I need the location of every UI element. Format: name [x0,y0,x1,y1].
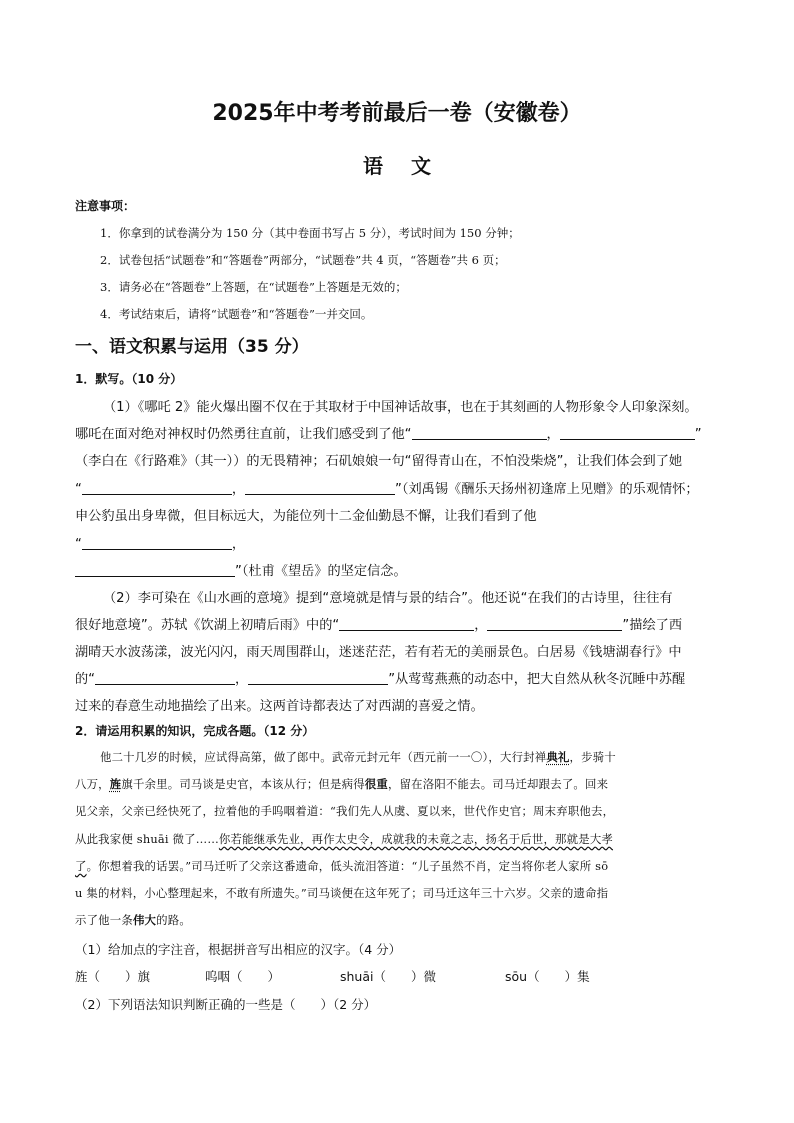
section-heading: 一、语文积累与运用（35 分） [75,337,309,357]
subject-title: 语文 [363,154,459,178]
notice-item: 4．考试结束后，请将“试题卷”和“答题卷”一并交回。 [100,307,373,321]
answer-blank[interactable] [339,616,474,631]
text-line: 的“ ， ”从莺莺燕燕的动态中，把大自然从秋冬沉睡中苏醒 [75,672,686,687]
text-line: “ ， [75,537,246,552]
passage-line: 了。你想着我的话罢。”司马迁听了父亲这番遗命，低头流泪答道：“儿子虽然不肖，定当将你老人家所 sō [75,859,609,873]
text-line: （李白在《行路难》（其一））的无畏精神；石矶娘娘一句“留得青山在，不怕没柴烧”，让我们体会到了她 [75,454,683,469]
text-line: 过来的春意生动地描绘了出来。这两首诗都表达了对西湖的喜爱之情。 [75,699,484,714]
wavy-underlined-text: 你若能继承先业，再作太史令，成就我的未竟之志，扬名于后世，那就是大孝 [218,832,614,846]
page-title: 2025年中考考前最后一卷（安徽卷） [212,101,582,126]
answer-blank[interactable] [95,670,235,685]
passage-line: 他二十几岁的时候，应试得高第，做了郎中。武帝元封元年（西元前一一〇），大行封禅典礼，步骑十 [100,750,616,764]
notice-item: 3．请务必在“答题卷”上答题，在“试题卷”上答题是无效的； [100,280,407,294]
answer-blank[interactable] [82,480,232,495]
dotted-char: 典礼 [546,750,570,764]
notice-item: 2．试卷包括“试题卷”和“答题卷”两部分，“试题卷”共 4 页，“答题卷”共 6 页； [100,253,506,267]
sub-question-2: （2）下列语法知识判断正确的一些是（ ）（2 分） [75,997,377,1012]
text-line: 申公豹虽出身卑微，但目标远大，为能位列十二金仙勤恳不懈，让我们看到了他 [75,509,537,524]
pinyin-item: shuāi（ ）微 [340,969,436,984]
pinyin-item: 呜咽（ ） [205,969,281,984]
passage-line: 示了他一条伟大的路。 [75,913,191,927]
answer-blank[interactable] [560,425,695,440]
notice-item: 1．你拿到的试卷满分为 150 分（其中卷面书写占 5 分），考试时间为 150 分钟； [100,226,520,240]
text-line: 哪吒在面对绝对神权时仍然勇往直前，让我们感受到了他“ ， ” [75,427,702,442]
text-line: “ ， ”（刘禹锡《酬乐天扬州初逢席上见赠》的乐观情怀； [75,482,699,497]
notice-heading: 注意事项： [75,199,136,213]
answer-blank[interactable] [412,425,547,440]
text-line: （1）《哪吒 2》能火爆出圈不仅在于其取材于中国神话故事，也在于其刻画的人物形象令人印象深刻。 [103,400,698,415]
answer-blank[interactable] [245,480,395,495]
passage-line: 八万，旌旗千余里。司马谈是史官，本该从行；但是病得很重，留在洛阳不能去。司马迁却跟去了。回来 [75,777,609,791]
text-line: 很好地意境”。苏轼《饮湖上初晴后雨》中的“ ， ”描绘了西 [75,618,683,633]
passage-line: 从此我家便 shuāi 微了……你若能继承先业，再作太史令，成就我的未竟之志，扬名于后世，那就是大孝 [75,832,614,846]
pinyin-item: sōu（ ）集 [505,969,590,984]
answer-blank[interactable] [487,616,622,631]
answer-blank[interactable] [75,562,235,577]
answer-blank[interactable] [82,535,232,550]
answer-blank[interactable] [248,670,388,685]
sub-question-1: （1）给加点的字注音，根据拼音写出相应的汉字。（4 分） [75,942,402,957]
pinyin-item: 旌（ ）旗 [75,969,151,984]
dotted-char: 旌 [109,777,122,791]
text-line: 湖晴天水波荡漾，波光闪闪，雨天周围群山，迷迷茫茫，若有若无的美丽景色。白居易《钱塘湖春行》中 [75,645,682,660]
passage-line: u 集的材料，小心整理起来，不敢有所遗失。”司马谈便在这年死了；司马迁这年三十六岁。父亲的遗命指 [75,886,609,900]
text-line: ”（杜甫《望岳》的坚定信念。 [75,560,407,579]
passage-line: 见父亲，父亲已经快死了，拉着他的手呜咽着道：“我们先人从虞、夏以来，世代作史官；周末弃职他去， [75,804,615,818]
text-line: （2）李可染在《山水画的意境》提到“意境就是情与景的结合”。他还说“在我们的古诗里，往往有 [103,591,673,606]
question-2-heading: 2．请运用积累的知识，完成各题。（12 分） [75,724,315,738]
question-1-heading: 1．默写。（10 分） [75,372,183,386]
wavy-underlined-text: 了 [75,859,87,873]
